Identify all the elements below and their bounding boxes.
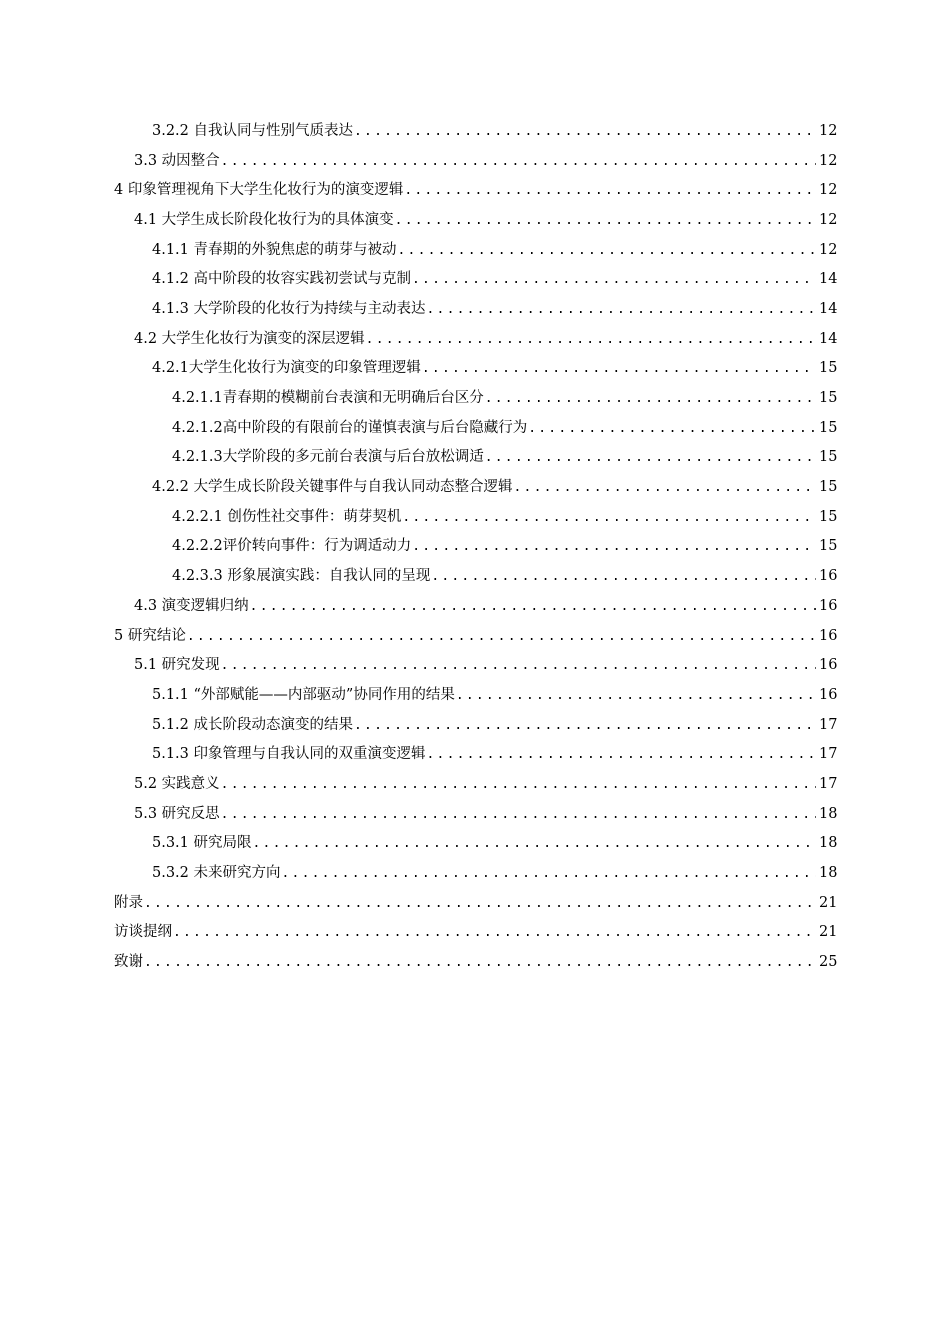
toc-entry[interactable] (0, 235, 950, 265)
toc-entry[interactable] (0, 502, 950, 532)
toc-number: 5.1.3 (152, 746, 194, 763)
toc-page-number: 15 (819, 390, 838, 407)
toc-number: 4.2.1 (152, 360, 189, 377)
dot-leader (144, 895, 816, 913)
toc-entry[interactable] (0, 324, 950, 354)
toc-title: 附录 (114, 894, 143, 911)
dot-leader (354, 123, 816, 141)
toc-number: 5 (114, 627, 128, 644)
dot-leader (221, 806, 816, 824)
dot-leader (173, 924, 816, 942)
toc-number: 5.3 (134, 805, 162, 822)
toc-page-number: 14 (819, 300, 838, 317)
toc-page-number: 12 (819, 241, 838, 258)
toc-page-number: 12 (819, 211, 838, 228)
toc-entry[interactable] (0, 710, 950, 740)
dot-leader (366, 331, 816, 349)
toc-title: 创伤性社交事件：萌芽契机 (227, 508, 402, 525)
dot-leader (398, 242, 816, 260)
toc-number: 4.2.2.1 (172, 508, 228, 525)
toc-number: 4.2.2.2 (172, 538, 223, 555)
toc-title: 研究反思 (161, 805, 220, 822)
toc-entry[interactable] (0, 472, 950, 502)
toc-number: 4.2.1.3 (172, 449, 223, 466)
toc-page-number: 16 (819, 657, 838, 674)
toc-number: 4.2.2 (152, 479, 194, 496)
toc-page-number: 16 (819, 568, 838, 585)
dot-leader (404, 182, 816, 200)
dot-leader (250, 598, 816, 616)
toc-title: 研究局限 (193, 835, 252, 852)
toc-page-number: 15 (819, 538, 838, 555)
toc-entry[interactable] (0, 769, 950, 799)
toc-page-number: 18 (819, 865, 838, 882)
toc-entry[interactable] (0, 621, 950, 651)
toc-entry[interactable] (0, 947, 950, 977)
toc-page-number: 16 (819, 597, 838, 614)
dot-leader (187, 628, 816, 646)
dot-leader (412, 538, 816, 556)
toc-title: 青春期的模糊前台表演和无明确后台区分 (222, 390, 484, 407)
dot-leader (221, 153, 816, 171)
toc-page-number: 17 (819, 775, 838, 792)
toc-entry[interactable] (0, 116, 950, 146)
toc-entry[interactable] (0, 829, 950, 859)
toc-page-number: 17 (819, 716, 838, 733)
toc-title: 大学生成长阶段化妆行为的具体演变 (161, 211, 394, 228)
dot-leader (402, 509, 816, 527)
toc-entry[interactable] (0, 413, 950, 443)
toc-page-number: 16 (819, 627, 838, 644)
toc-title: 演变逻辑归纳 (161, 597, 249, 614)
toc-entry[interactable] (0, 918, 950, 948)
toc-title: 实践意义 (161, 775, 220, 792)
toc-entry[interactable] (0, 650, 950, 680)
dot-leader (282, 865, 816, 883)
toc-number: 4.2.1.1 (172, 390, 223, 407)
toc-number: 4.2.1.2 (172, 419, 223, 436)
toc-title: 大学阶段的化妆行为持续与主动表达 (193, 300, 426, 317)
dot-leader (221, 776, 816, 794)
toc-title: 印象管理视角下大学生化妆行为的演变逻辑 (127, 182, 404, 199)
toc-number: 5.3.1 (152, 835, 194, 852)
toc-title: 研究发现 (161, 657, 220, 674)
dot-leader (431, 568, 816, 586)
toc-page-number: 15 (819, 449, 838, 466)
toc-number: 3.3 (134, 152, 162, 169)
dot-leader (144, 954, 816, 972)
toc-title: 动因整合 (161, 152, 220, 169)
toc-title: 自我认同与性别气质表达 (193, 122, 354, 139)
dot-leader (422, 360, 816, 378)
toc-number: 5.1.1 (152, 686, 194, 703)
dot-leader (427, 301, 816, 319)
toc-entry[interactable] (0, 888, 950, 918)
toc-page-number: 14 (819, 271, 838, 288)
toc-number: 4.1.1 (152, 241, 194, 258)
toc-page-number: 12 (819, 122, 838, 139)
toc-entry[interactable] (0, 205, 950, 235)
toc-title: 未来研究方向 (193, 865, 281, 882)
dot-leader (412, 271, 816, 289)
dot-leader (354, 717, 816, 735)
toc-title: 大学阶段的多元前台表演与后台放松调适 (222, 449, 484, 466)
toc-number: 5.3.2 (152, 865, 194, 882)
toc-number: 4.2 (134, 330, 162, 347)
toc-entry[interactable] (0, 799, 950, 829)
toc-entry[interactable] (0, 443, 950, 473)
dot-leader (528, 420, 816, 438)
toc-title: 致谢 (114, 954, 143, 971)
toc-page-number: 12 (819, 152, 838, 169)
toc-entry[interactable] (0, 264, 950, 294)
toc-entry[interactable] (0, 146, 950, 176)
toc-title: 印象管理与自我认同的双重演变逻辑 (193, 746, 426, 763)
toc-entry[interactable] (0, 591, 950, 621)
toc-title: “外部赋能——内部驱动”协同作用的结果 (193, 686, 455, 703)
toc-number: 5.2 (134, 775, 162, 792)
toc-title: 访谈提纲 (114, 924, 172, 941)
dot-leader (485, 449, 816, 467)
toc-page-number: 16 (819, 686, 838, 703)
dot-leader (485, 390, 816, 408)
dot-leader (395, 212, 816, 230)
toc-entry[interactable] (0, 354, 950, 384)
toc-page-number: 15 (819, 508, 838, 525)
dot-leader (456, 687, 816, 705)
toc-page-number: 21 (819, 924, 838, 941)
toc-title: 大学生成长阶段关键事件与自我认同动态整合逻辑 (193, 479, 513, 496)
toc-entry[interactable] (0, 294, 950, 324)
toc-number: 4.1.3 (152, 300, 194, 317)
toc-page-number: 15 (819, 479, 838, 496)
toc-number: 4.2.3.3 (172, 568, 228, 585)
toc-entry[interactable] (0, 739, 950, 769)
toc-title: 高中阶段的妆容实践初尝试与克制 (193, 271, 412, 288)
toc-page-number: 15 (819, 419, 838, 436)
toc-number: 5.1.2 (152, 716, 194, 733)
dot-leader (514, 479, 816, 497)
toc-entry[interactable] (0, 532, 950, 562)
toc-entry[interactable] (0, 561, 950, 591)
table-of-contents (0, 116, 950, 977)
toc-title: 形象展演实践：自我认同的呈现 (227, 568, 431, 585)
toc-entry[interactable] (0, 383, 950, 413)
toc-entry[interactable] (0, 175, 950, 205)
toc-title: 评价转向事件：行为调适动力 (222, 538, 412, 555)
toc-number: 4.1.2 (152, 271, 194, 288)
toc-page-number: 14 (819, 330, 838, 347)
toc-title: 高中阶段的有限前台的谨慎表演与后台隐藏行为 (222, 419, 528, 436)
toc-page-number: 12 (819, 182, 838, 199)
toc-entry[interactable] (0, 858, 950, 888)
toc-page-number: 25 (819, 954, 838, 971)
toc-entry[interactable] (0, 680, 950, 710)
toc-title: 青春期的外貌焦虑的萌芽与被动 (193, 241, 397, 258)
toc-page-number: 21 (819, 894, 838, 911)
toc-number: 4 (114, 182, 128, 199)
toc-number: 3.2.2 (152, 122, 194, 139)
toc-page-number: 18 (819, 835, 838, 852)
toc-title: 研究结论 (127, 627, 186, 644)
toc-page-number: 18 (819, 805, 838, 822)
toc-title: 大学生化妆行为演变的深层逻辑 (161, 330, 365, 347)
dot-leader (221, 657, 816, 675)
dot-leader (253, 835, 816, 853)
toc-number: 5.1 (134, 657, 162, 674)
dot-leader (427, 746, 816, 764)
toc-number: 4.1 (134, 211, 162, 228)
toc-title: 成长阶段动态演变的结果 (193, 716, 354, 733)
toc-page-number: 17 (819, 746, 838, 763)
toc-page-number: 15 (819, 360, 838, 377)
toc-title: 大学生化妆行为演变的印象管理逻辑 (188, 360, 421, 377)
toc-number: 4.3 (134, 597, 162, 614)
